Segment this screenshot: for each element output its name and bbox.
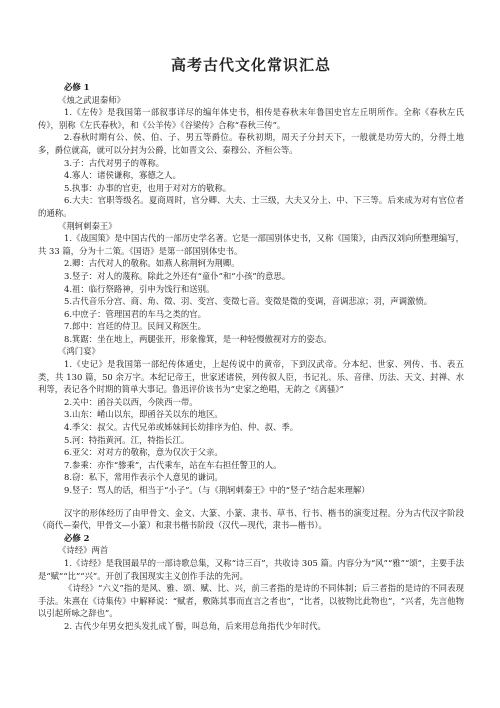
paragraph: 1.《史记》是我国第一部纪传体通史，上起传说中的黄帝，下到汉武帝。分本纪、世家、列传、书、表五类，共 130 篇，50 余万字。本纪记帝王，世家述诸侯，列传叙人臣，书记礼、乐、音律、历法、天文、封禅、水利等，表记各个时期的简单大事记。鲁迅评价该书为“史家之绝唱，无韵之《离骚》” [38,359,464,395]
paragraph: 2. 古代少年男女把头发扎成丫髻，叫总角，后来用总角指代少年时代。 [64,620,326,631]
paragraph: 《诗经》“六义”指的是风、雅、颂、赋、比、兴，前三者指的是诗的不同体制；后三者指的是诗的不同表现手法。朱熹在《诗集传》中解释说：“赋者，敷陈其事而直言之者也”，“比者，以彼物比此物也”，“兴者，先言他物以引起所咏之辞也”。 [38,583,464,619]
paragraph: 5.古代音乐分宫、商、角、徵、羽、变宫、变徵七音。变徵是徵的变调，音调悲凉；羽，声调激愤。 [64,296,433,307]
section-title: 《荆轲刺秦王》 [58,220,117,231]
paragraph: 2.卿：古代对人的敬称。如燕人称荆轲为荆卿。 [64,258,240,269]
section-title: 《鸿门宴》 [58,346,100,357]
module-heading: 必修 1 [64,82,90,92]
paragraph: 1.《战国策》是中国古代的一部历史学名著。它是一部国别体史书，又称《国策》，由西汉刘向所整理编写，共 33 篇，分为十二策。《国语》是第一部国别体史书。 [38,233,464,256]
paragraph: 8.箕踞：坐在地上，两腿张开，形象像箕，是一种轻慢傲视对方的姿态。 [64,333,332,344]
paragraph: 3.竖子：对人的蔑称。除此之外还有“童仆”和“小孩”的意思。 [64,270,291,281]
paragraph: 2.关中：函谷关以西，今陕西一带。 [64,396,198,407]
paragraph: 6.亚父：对对方的敬称，意为仅次于父亲。 [64,447,223,458]
paragraph: 4.季父：叔父。古代兄弟或姊妹间长幼排序为伯、仲、叔、季。 [64,422,299,433]
paragraph: 4.祖：临行祭路神，引申为饯行和送别。 [64,283,215,294]
paragraph: 8.窃：私下，常用作表示个人意见的谦词。 [64,472,223,483]
section-title: 《烛之武退秦师》 [58,94,125,105]
document-body [38,81,464,633]
paragraph: 6.中庶子：管理国君的车马之类的官。 [64,308,206,319]
paragraph: 5.执事：办事的官吏，也用于对对方的敬称。 [64,182,232,193]
paragraph: 3.子：古代对男子的尊称。 [64,157,165,168]
section-title: 《诗经》两首 [58,545,109,556]
paragraph: 3.山东：崤山以东，即函谷关以东的地区。 [64,409,223,420]
paragraph: 5.河：特指黄河。江，特指长江。 [64,434,190,445]
paragraph: 1.《诗经》是我国最早的一部诗歌总集，又称“诗三百”，共收诗 305 篇。内容分为“风”“雅”“颂”，主要手法是“赋”“比”“兴”。开创了我国现实主义创作手法的先河。 [38,557,464,581]
paragraph: 7.参乘：亦作“骖乘”，古代乘车，站在车右担任警卫的人。 [64,459,282,470]
page-title: 高考古代文化常识汇总 [170,56,331,74]
module-heading: 必修 2 [64,532,90,543]
paragraph: 9.竖子：骂人的话，相当于“小子”。（与《荆轲刺秦王》中的“竖子”结合起来理解） [64,485,370,495]
paragraph: 2.春秋时期有公、侯、伯、子、男五等爵位。春秋初期，周天子分封天下，一般就是功劳大的，分得土地多，爵位就高，就可以分封为公爵，比如晋文公、秦穆公、齐桓公等。 [38,132,464,155]
paragraph: 1.《左传》是我国第一部叙事详尽的编年体史书，相传是春秋末年鲁国史官左丘明所作。全称《春秋左氏传》，别称《左氏春秋》，和《公羊传》《谷梁传》合称“春秋三传”。 [38,107,464,130]
paragraph: 汉字的形体经历了由甲骨文、金文、大篆、小篆、隶书、草书、行书、楷书的演变过程。分为古代汉字阶段（商代—秦代，甲骨文—小篆）和隶书楷书阶段（汉代—现代，隶书—楷书）。 [38,507,464,531]
paragraph: 6.大夫：官职等级名。夏商周时，官分卿、大夫、士三级，大夫又分上、中、下三等。后来成为对有官位者的通称。 [38,195,464,218]
paragraph: 7.郎中：宫廷的侍卫。民间又称医生。 [64,321,206,332]
paragraph: 4.寡人：诸侯谦称，寡德之人。 [64,170,181,181]
paragraph-gap [38,497,464,507]
